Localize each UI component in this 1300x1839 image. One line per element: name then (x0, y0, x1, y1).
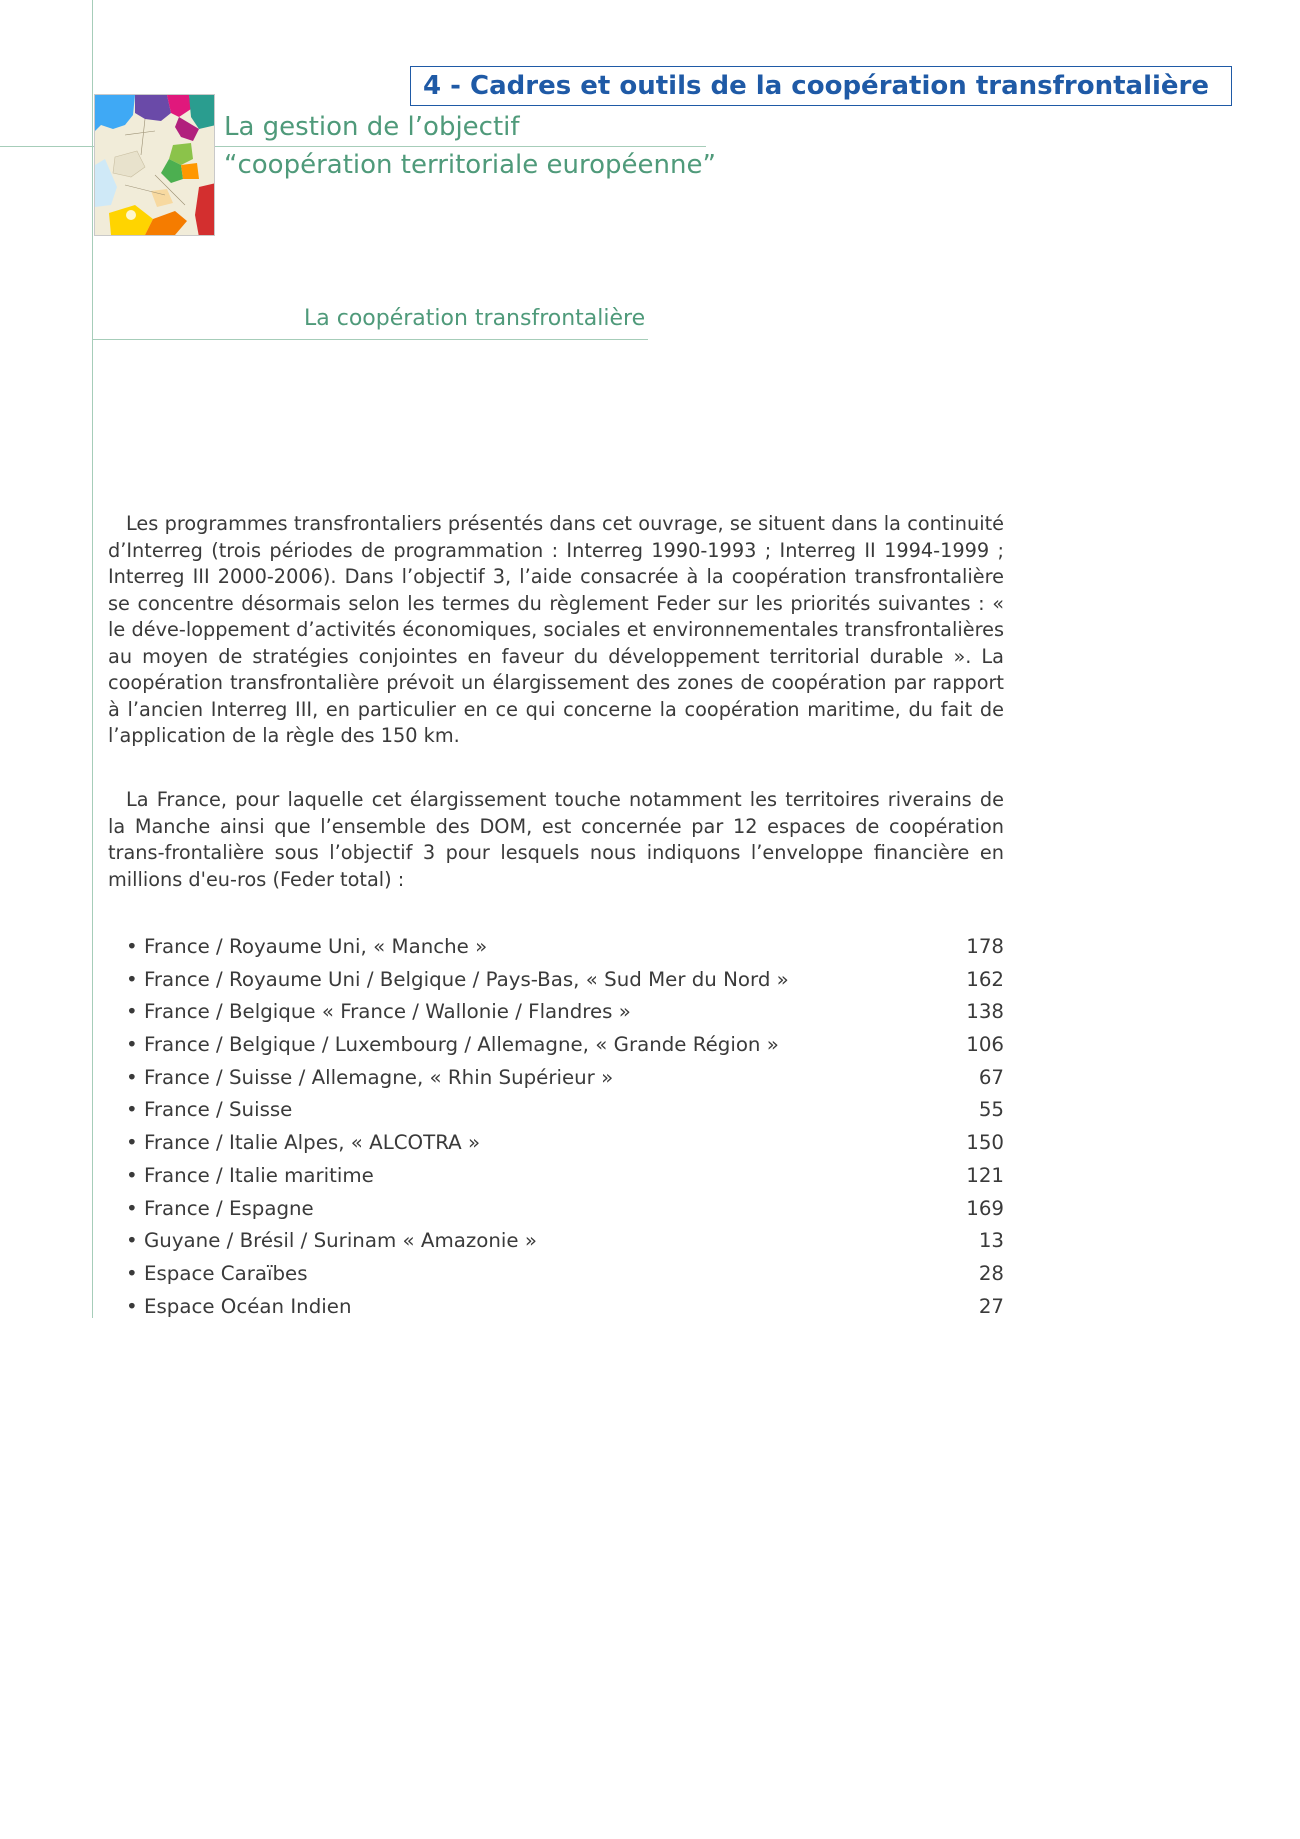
programme-label: • France / Italie maritime (126, 1160, 374, 1193)
programme-amount: 162 (966, 967, 1004, 991)
chapter-header-text: 4 - Cadres et outils de la coopération transfrontalière (423, 71, 1209, 101)
list-item (126, 1291, 1004, 1324)
programme-amount: 28 (978, 1261, 1004, 1285)
programme-label: • Guyane / Brésil / Surinam « Amazonie » (126, 1225, 537, 1258)
list-item (126, 964, 1004, 997)
programme-amount: 27 (978, 1294, 1004, 1318)
programme-label: • France / Royaume Uni, « Manche » (126, 931, 487, 964)
programme-label: • France / Belgique / Luxembourg / Allemagne, « Grande Région » (126, 1029, 779, 1062)
list-item (126, 1193, 1004, 1226)
section-title: La coopération transfrontalière (304, 306, 646, 331)
programme-list (126, 931, 1004, 1323)
list-item (126, 996, 1004, 1029)
programme-label: • France / Italie Alpes, « ALCOTRA » (126, 1127, 480, 1160)
programme-label: • France / Royaume Uni / Belgique / Pays-Bas, « Sud Mer du Nord » (126, 964, 789, 997)
body-paragraph-2: La France, pour laquelle cet élargissement touche notamment les territoires riverains de la Manche ainsi que l’ensemble des DOM, est concernée par 12 espaces de coopération trans-frontalière sous l’objectif 3 pour lesquels nous indiquons l’enveloppe financière en millions d'eu-ros (Feder total) : (108, 788, 1004, 891)
list-item (126, 1160, 1004, 1193)
section-rule (92, 339, 648, 340)
programme-amount: 150 (966, 1131, 1004, 1155)
list-item (126, 1029, 1004, 1062)
france-map-icon (95, 95, 215, 236)
body-paragraph-1: Les programmes transfrontaliers présentés dans cet ouvrage, se situent dans la continuité d’Interreg (trois périodes de programmation : Interreg 1990-1993 ; Interreg II 1994-1999 ; Interreg III 2000-2006). Dans l’objectif 3, l’aide consacrée à la coopération transfrontalière se concentre désormais selon les termes du règlement Feder sur les priorités suivantes : « le déve-loppement d’activités économiques, sociales et environnementales transfrontalières au moyen de stratégies conjointes en faveur du développement territorial durable ». La coopération transfrontalière prévoit un élargissement des zones de coopération par rapport à l’ancien Interreg III, en particulier en ce qui concerne la coopération maritime, du fait de l’application de la règle des 150 km. (108, 512, 1004, 747)
programme-label: • France / Belgique « France / Wallonie / Flandres » (126, 996, 631, 1029)
programme-amount: 106 (966, 1033, 1004, 1057)
programme-amount: 178 (966, 935, 1004, 958)
list-item (126, 931, 1004, 964)
page-title-line-1: La gestion de l’objectif (224, 112, 520, 142)
programme-amount: 13 (978, 1229, 1004, 1253)
programme-label: • Espace Caraïbes (126, 1258, 308, 1291)
page-title-line-2: “coopération territoriale européenne” (224, 150, 716, 180)
programme-label: • France / Suisse (126, 1094, 292, 1127)
list-item (126, 1127, 1004, 1160)
list-item (126, 1225, 1004, 1258)
programme-amount: 55 (978, 1098, 1004, 1122)
list-item (126, 1094, 1004, 1127)
list-item (126, 1062, 1004, 1095)
programme-label: • France / Espagne (126, 1193, 314, 1226)
programme-amount: 121 (966, 1163, 1004, 1187)
margin-rule-vertical (92, 0, 93, 1318)
programme-amount: 169 (966, 1196, 1004, 1220)
programme-amount: 67 (978, 1065, 1004, 1089)
programme-label: • France / Suisse / Allemagne, « Rhin Supérieur » (126, 1062, 613, 1095)
france-map-thumbnail (94, 94, 215, 236)
programme-amount: 138 (966, 1000, 1004, 1024)
list-item (126, 1258, 1004, 1291)
programme-label: • Espace Océan Indien (126, 1291, 351, 1324)
chapter-header (410, 66, 1232, 106)
